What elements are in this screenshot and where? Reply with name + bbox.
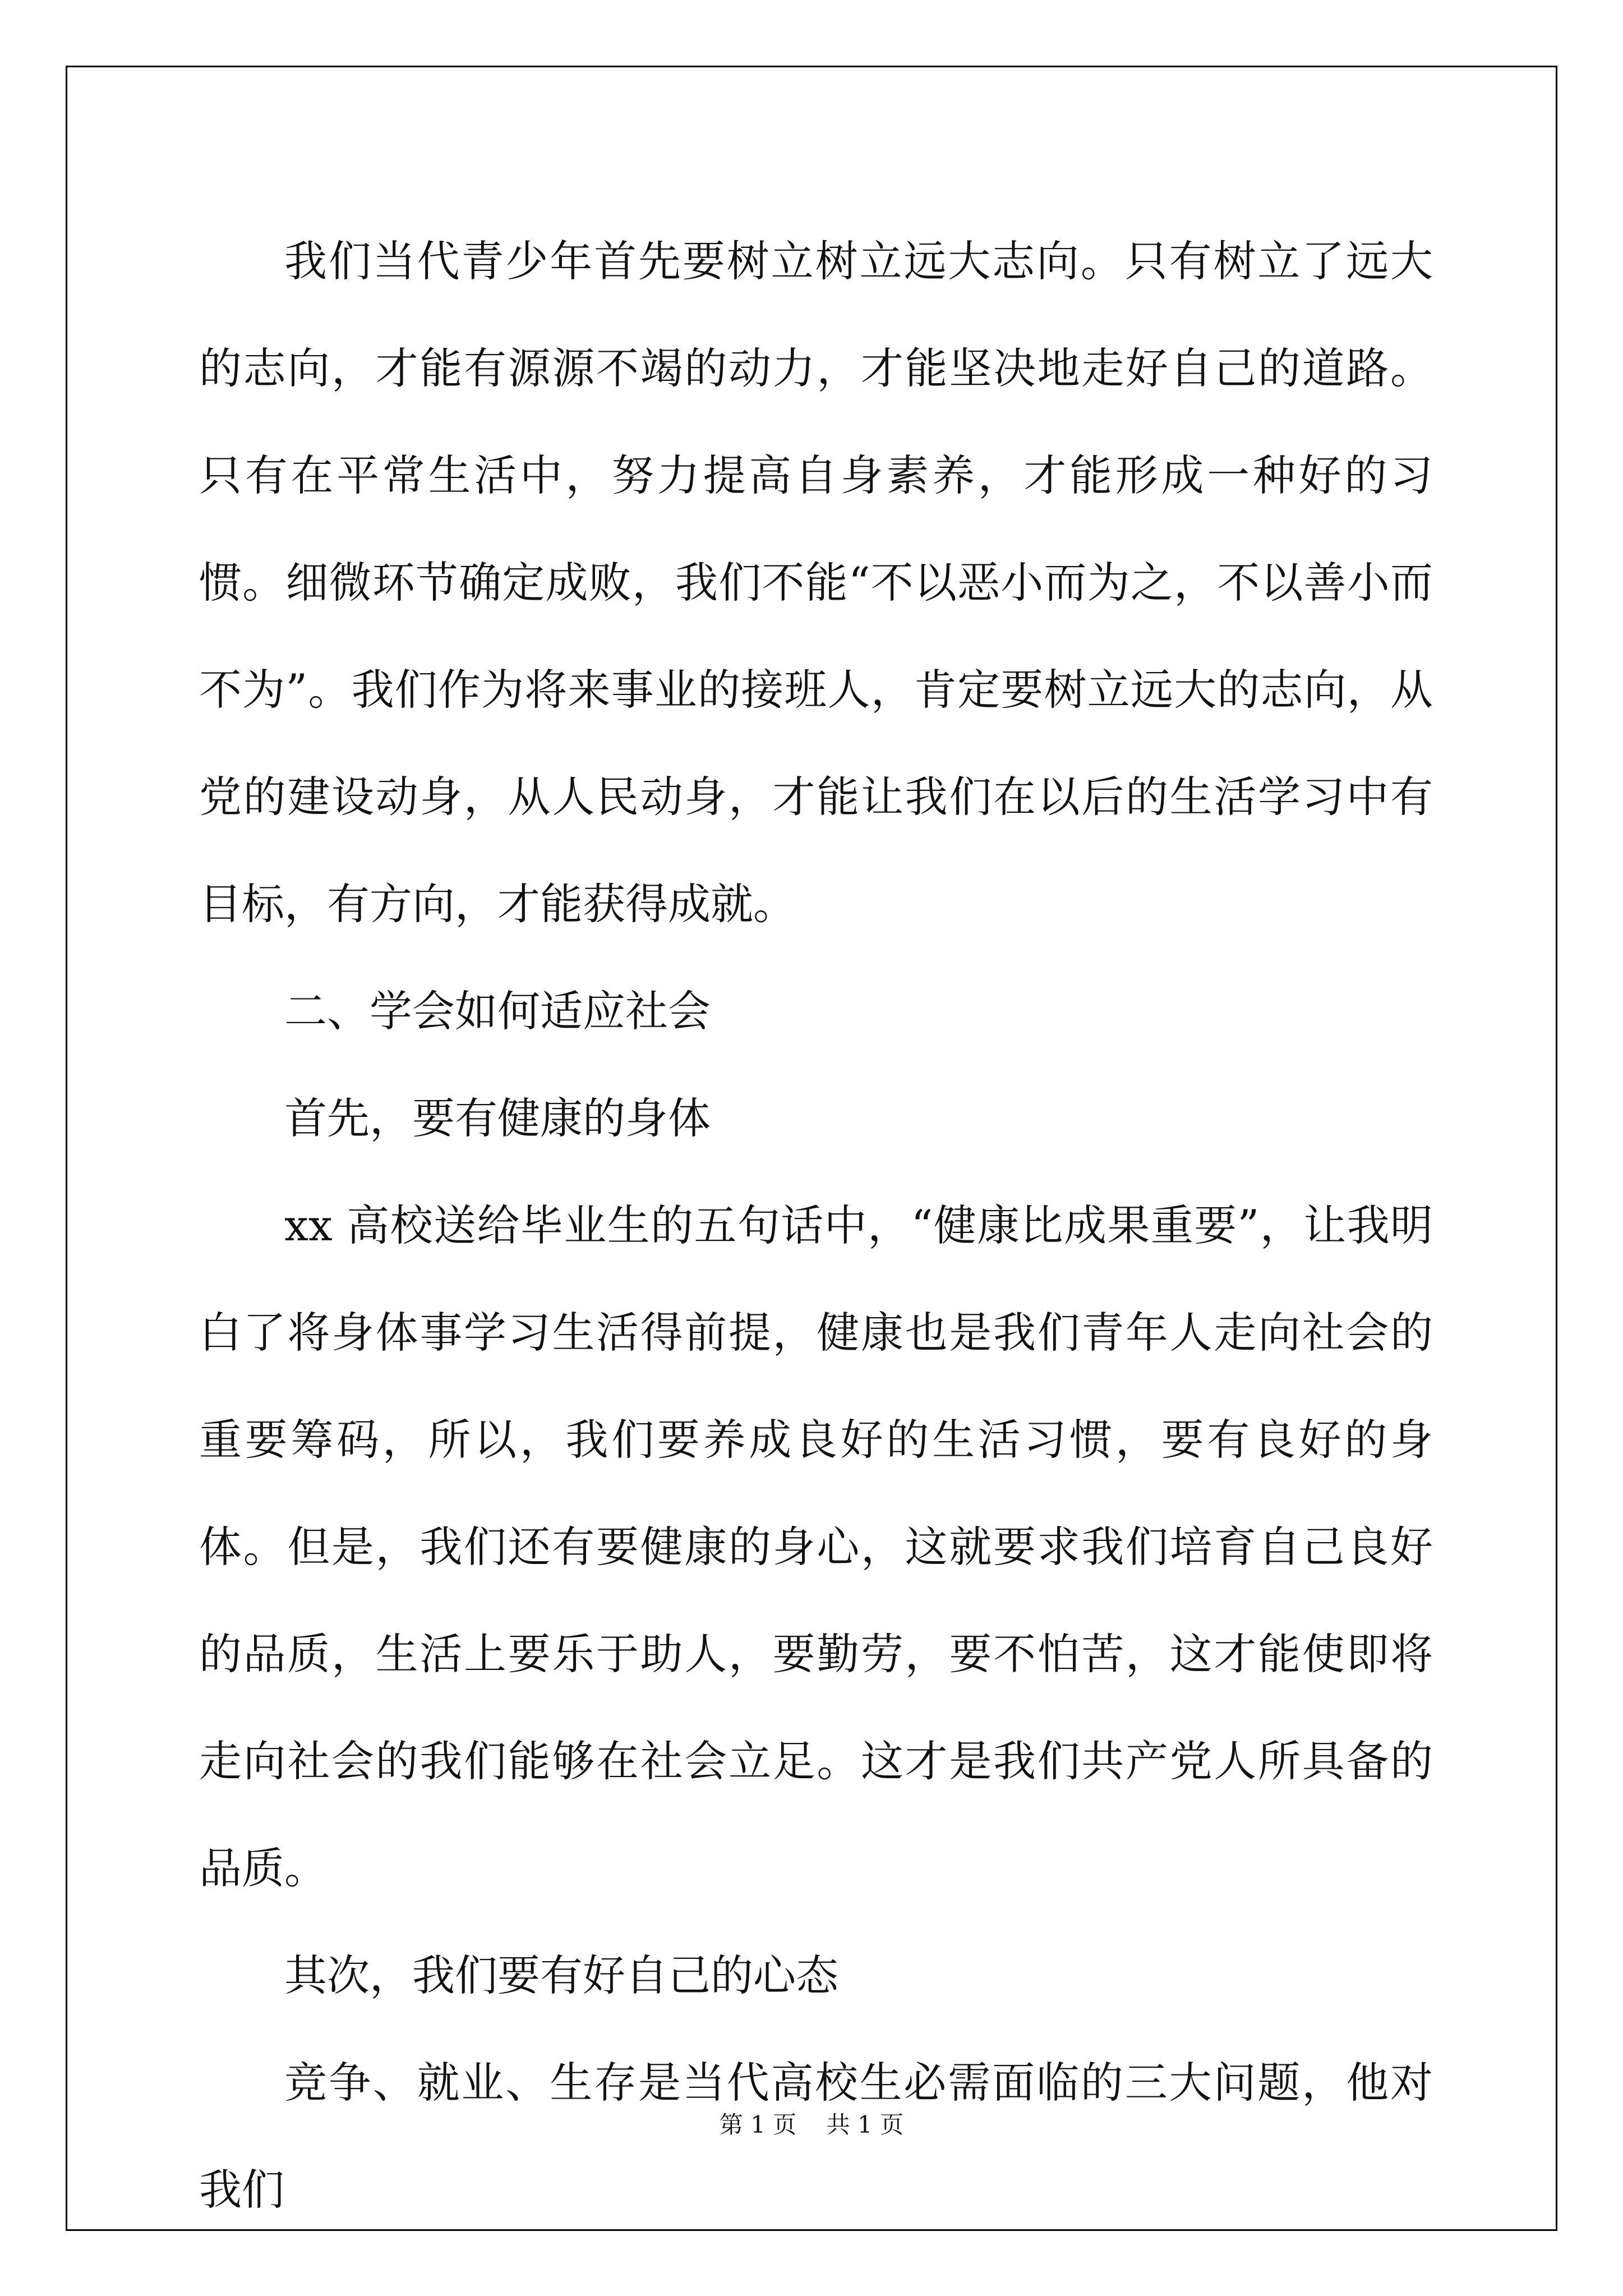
document-body <box>199 208 1433 2243</box>
page-number-footer: 第 1 页 共 1 页 <box>719 2111 904 2138</box>
section-heading: 二、学会如何适应社会 <box>284 986 711 1036</box>
paragraph-3: 竞争、就业、生存是当代高校生必需面临的三大问题，他对我们 <box>199 2058 1433 2215</box>
paragraph-2: xx 高校送给毕业生的五句话中，“健康比成果重要”，让我明白了将身体事学习生活得前提，健康也是我们青年人走向社会的重要筹码，所以，我们要养成良好的生活习惯，要有良好的身体。但是，我们还有要健康的身心，这就要求我们培育自己良好的品质，生活上要乐于助人，要勤劳，要不怕苦，这才能使即将走向社会的我们能够在社会立足。这才是我们共产党人所具备的品质。 <box>199 1200 1433 1893</box>
subheading-first: 首先，要有健康的身体 <box>284 1093 711 1143</box>
subheading-second: 其次，我们要有好自己的心态 <box>284 1950 838 2000</box>
paragraph-1: 我们当代青少年首先要树立树立远大志向。只有树立了远大的志向，才能有源源不竭的动力，才能坚决地走好自己的道路。只有在平常生活中，努力提高自身素养，才能形成一种好的习惯。细微环节确定成败，我们不能“不以恶小而为之，不以善小而不为”。我们作为将来事业的接班人，肯定要树立远大的志向，从党的建设动身，从人民动身，才能让我们在以后的生活学习中有目标，有方向，才能获得成就。 <box>199 236 1433 929</box>
